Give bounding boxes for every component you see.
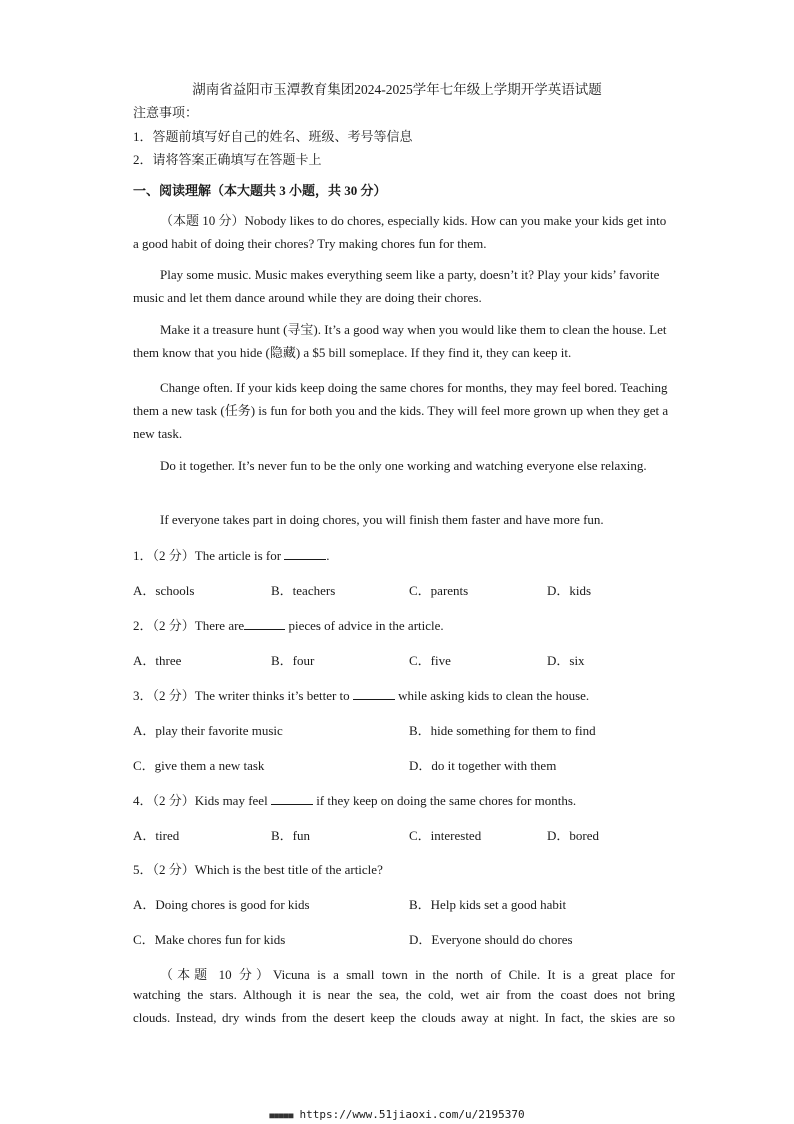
question-number: 5．（2 分） [133,862,195,877]
question-stem: Kids may feel [194,793,271,808]
answer-blank [271,792,313,805]
question-stem: There are [194,618,245,633]
question-number: 4．（2 分） [133,793,195,808]
passage2-line-2: watching the stars. Although it is near the sea, the cold, wet air from the coast does not bring [133,987,675,1002]
question-2-options [133,650,693,666]
footer-url[interactable]: https://www.51jiaoxi.com/u/2195370 [299,1108,525,1121]
question-5-options-row-1 [133,894,693,910]
question-stem-end: while asking kids to clean the house. [394,688,590,703]
section-heading: 一、阅读理解（本大题共 3 小题，共 30 分） [133,183,387,198]
option-d[interactable]: D．do it together with them [409,758,557,773]
passage1-paragraph-1 [133,209,675,255]
question-stem: Which is the best title of the article? [194,862,383,877]
option-b[interactable]: B．teachers [271,583,336,598]
question-1-options [133,580,693,596]
option-d[interactable]: D．kids [547,583,592,598]
passage1-paragraph-2: Play some music. Music makes everything seem like a party, doesn’t it? Play your kids’ favorite music and let them dance around while they are doing their chores. [133,267,660,305]
question-1 [133,545,330,564]
passage1-paragraph-3: Make it a treasure hunt (寻宝). It’s a good way when you would like them to clean the house. Let them know that you hide (隐藏) a $5 bill someplace. If they find it, they can keep it. [133,322,667,360]
page-footer [0,1108,794,1121]
option-d[interactable]: D．Everyone should do chores [409,932,573,947]
footer-logo: ■■■■■ [269,1111,294,1120]
question-5 [133,859,383,878]
page-title: 湖南省益阳市玉潭教育集团2024-2025学年七年级上学期开学英语试题 [192,82,602,97]
question-4-options [133,825,693,841]
option-b[interactable]: B．Help kids set a good habit [409,897,567,912]
option-a[interactable]: A．schools [133,583,195,598]
question-stem-end: . [326,548,330,563]
question-3-options-row-1 [133,720,693,736]
notes-heading: 注意事项： [133,105,199,120]
question-stem-end: if they keep on doing the same chores for months. [312,793,577,808]
notes-item-1: 1．答题前填写好自己的姓名、班级、考号等信息 [133,129,413,144]
option-c[interactable]: C．interested [409,828,482,843]
question-number: 1．（2 分） [133,548,195,563]
option-a[interactable]: A．Doing chores is good for kids [133,897,310,912]
option-c[interactable]: C．Make chores fun for kids [133,932,286,947]
passage1-paragraph-4: Change often. If your kids keep doing the same chores for months, they may feel bored. Teaching them a new task (任务) is fun for both you and the kids. They will feel more grown up when they get a new task. [133,380,669,441]
question-5-options-row-2 [133,929,693,945]
option-d[interactable]: D．bored [547,828,599,843]
question-3-options-row-2 [133,755,693,771]
passage2-line-1: （本题 10 分）Vicuna is a small town in the north of Chile. It is a great place for [160,967,675,982]
option-b[interactable]: B．four [271,653,315,668]
question-stem-end: pieces of advice in the article. [285,618,444,633]
option-b[interactable]: B．hide something for them to find [409,723,596,738]
option-c[interactable]: C．five [409,653,451,668]
option-a[interactable]: A．tired [133,828,180,843]
score-prefix: （本题 10 分） [160,213,245,228]
option-d[interactable]: D．six [547,653,585,668]
option-a[interactable]: A．play their favorite music [133,723,283,738]
question-number: 2．（2 分） [133,618,195,633]
question-4 [133,790,576,809]
option-c[interactable]: C．give them a new task [133,758,265,773]
passage2-line-3: clouds. Instead, dry winds from the desert keep the clouds away at night. In fact, the skies are so [133,1010,675,1025]
option-a[interactable]: A．three [133,653,182,668]
option-c[interactable]: C．parents [409,583,469,598]
question-stem: The writer thinks it’s better to [194,688,353,703]
question-2 [133,615,444,634]
question-number: 3．（2 分） [133,688,195,703]
passage1-paragraph-5: Do it together. It’s never fun to be the only one working and watching everyone else relaxing. [160,458,647,473]
question-stem: The article is for [194,548,285,563]
answer-blank [244,617,285,630]
answer-blank [353,687,395,700]
passage1-paragraph-6: If everyone takes part in doing chores, you will finish them faster and have more fun. [160,512,604,527]
answer-blank [284,547,326,560]
notes-item-2: 2．请将答案正确填写在答题卡上 [133,152,322,167]
passage1-p1-text: Nobody likes to do chores, especially kids. How can you make your kids get into a good habit of doing their chores? Try making chores fun for them. [133,213,667,251]
question-3 [133,685,589,704]
option-b[interactable]: B．fun [271,828,311,843]
